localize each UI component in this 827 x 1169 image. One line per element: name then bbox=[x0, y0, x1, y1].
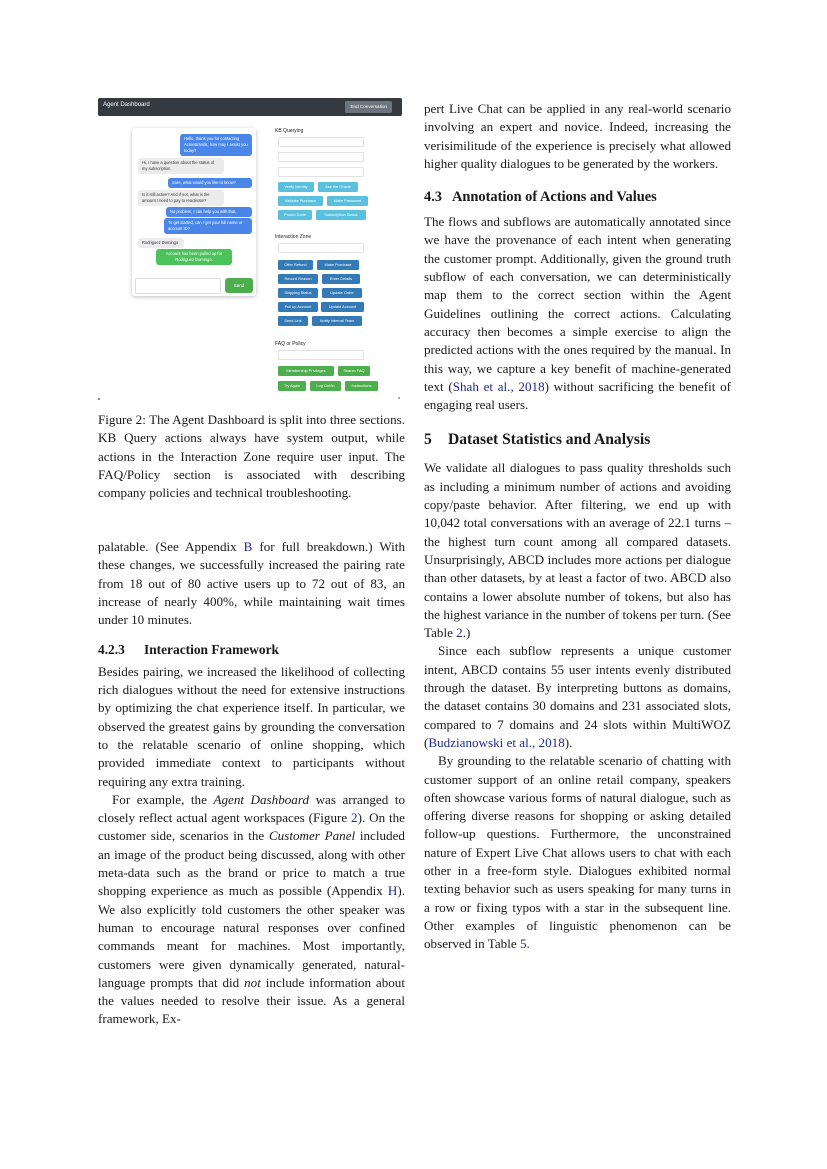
subscription-status-button: Subscription Status bbox=[316, 210, 366, 220]
make-purchase-button: Make Purchase bbox=[317, 260, 359, 270]
search-faq-button: Search FAQ bbox=[338, 366, 370, 376]
kb-input-3 bbox=[278, 167, 364, 177]
pull-up-account-button: Pull up Account bbox=[278, 302, 318, 312]
table-2-link[interactable]: 2 bbox=[456, 625, 463, 641]
figure-2-link[interactable]: 2 bbox=[351, 810, 358, 826]
paragraph: Besides pairing, we increased the likelihood of collecting rich dialogues without the need for extensive instructions by optimizing the chat experience itself. In particular, we observed the greatest gains by grounding the conversation to the relatable scenario of online shopping, which provided immediate context to participants without requiring any extra training. bbox=[98, 663, 405, 789]
try-again-button: Try Again bbox=[278, 381, 306, 391]
send-button: Send bbox=[225, 278, 253, 293]
paragraph: The flows and subflows are automatically annotated since we have the provenance of each intent when generating the customer prompt. Additionally, given the ground truth subflow of each conversation, we can deterministically map them to the correct section within the Agent Guidelines outlining the correct actions. Calculating accuracy then becomes a simple exercise to align the predicted actions with the ones required by the manual. In this way, we capture a key benefit of machine-generated text (Shah et al., 2018) without sacrificing the benefit of engaging real users. bbox=[424, 214, 731, 413]
end-conversation-button: End Conversation bbox=[345, 101, 392, 113]
budzianowski-2018-citation[interactable]: Budzianowski et al., 2018 bbox=[428, 734, 565, 750]
interaction-input bbox=[278, 243, 364, 253]
shah-2018-citation[interactable]: Shah et al., 2018 bbox=[452, 378, 545, 394]
kb-input-2 bbox=[278, 152, 364, 162]
appendix-h-link[interactable]: H bbox=[387, 883, 398, 899]
chat-bubble-agent: To get started, can I get your full name or account ID? bbox=[164, 218, 252, 234]
paragraph: palatable. (See Appendix B for full breakdown.) With these changes, we successfully increased the pairing rate from 18 out of 80 active users up to 72 out of 83, an increase of nearly 400%, while maintaining wait times under 10 minutes. bbox=[98, 539, 405, 628]
update-order-button: Update Order bbox=[322, 288, 362, 298]
figure-corner-mark bbox=[398, 397, 400, 399]
faq-policy-label: FAQ or Policy bbox=[275, 341, 306, 347]
left-column bbox=[98, 538, 405, 1029]
dashboard-title: Agent Dashboard bbox=[103, 102, 150, 108]
promo-code-button: Promo Code bbox=[278, 210, 312, 220]
table-5-link[interactable]: 5 bbox=[519, 936, 527, 952]
chat-bubble-customer: Hi, I have a question about the status of my subscription. bbox=[138, 158, 224, 174]
figure-corner-mark bbox=[98, 398, 100, 400]
dashboard-header bbox=[98, 98, 402, 116]
log-out-in-button: Log Out/In bbox=[310, 381, 341, 391]
shipping-status-button: Shipping Status bbox=[278, 288, 318, 298]
chat-bubble-agent: No problem, I can help you with that. bbox=[166, 207, 252, 217]
faq-input bbox=[278, 350, 364, 360]
chat-message-input bbox=[135, 278, 221, 294]
chat-bubble-system: Account has been pulled up for Rodriguez Domingo. bbox=[156, 249, 232, 265]
chat-bubble-customer: Rodriguez Domingo bbox=[138, 238, 184, 248]
section-heading: 5 Dataset Statistics and Analysis bbox=[424, 431, 651, 449]
figure-agent-dashboard bbox=[98, 98, 402, 396]
chat-bubble-agent: Sure, what would you like to know? bbox=[168, 178, 252, 188]
paragraph: Since each subflow represents a unique customer intent, ABCD contains 55 user intents evenly distributed through the dataset. By interpreting buttons as domains, the dataset contains 30 domains and 231 associated slots, compared to 7 domains and 24 slots within MultiWOZ (Budzianowski et al., 2018). bbox=[424, 643, 731, 750]
ask-oracle-button: Ask the Oracle bbox=[318, 182, 358, 192]
kb-querying-label: KB Querying bbox=[275, 128, 304, 134]
offer-refund-button: Offer Refund bbox=[278, 260, 313, 270]
chat-panel bbox=[132, 128, 256, 296]
paragraph: For example, the Agent Dashboard was arranged to closely reflect actual agent workspaces (Figure 2). On the customer side, scenarios in the Customer Panel included an image of the product being discussed, along with other meta-data such as the brand or price to match a true shopping experience as much as possible (Appendix H). We also explicitly told customers the other speaker was human to encourage natural responses over confined commands meant for machines. Most importantly, customers were given dynamically generated, natural-language prompts that did not include information about the values needed to resolve their issue. As a general framework, Ex- bbox=[98, 791, 406, 1027]
verify-identity-button: Verify Identity bbox=[278, 182, 314, 192]
enter-details-button: Enter Details bbox=[322, 274, 360, 284]
chat-bubble-agent: Hello, thank you for contacting AcmeBrands, how may I assist you today? bbox=[180, 134, 252, 156]
paragraph: By grounding to the relatable scenario of chatting with customer support of an online retail company, speakers often showcase various forms of natural dialogue, such as offering diverse reasons for shopping or asking detailed follow-up questions. Furthermore, the unconstrained nature of Expert Live Chat allows users to chat with each other in a free-form style. Dialogues exhibited normal texting behavior such as users speaking for many turns in a row or fixing typos with a star in the subsequent line. Other examples of linguistic phenomenon can be observed in Table 5. bbox=[424, 753, 731, 952]
instructions-button: Instructions bbox=[345, 381, 378, 391]
kb-input-1 bbox=[278, 137, 364, 147]
validate-purchase-button: Validate Purchase bbox=[278, 196, 323, 206]
notify-internal-team-button: Notify Internal Team bbox=[312, 316, 362, 326]
paragraph: We validate all dialogues to pass quality thresholds such as including a minimum number of actions and avoiding copy/paste behavior. After filtering, we end up with 10,042 total conversations with an average of 22.1 turns – the highest turn count among all compared datasets. Unsurprisingly, ABCD includes more actions per dialogue than other datasets, by at least a factor of two. ABCD also contains a lower absolute number of tokens, but also has the highest variance in the number of tokens per turn. (See Table 2.) bbox=[424, 460, 731, 641]
make-password-button: Make Password bbox=[327, 196, 368, 206]
update-account-button: Update Account bbox=[321, 302, 364, 312]
appendix-b-link[interactable]: B bbox=[243, 539, 253, 554]
paragraph: pert Live Chat can be applied in any real-world scenario involving an expert and novice. Indeed, increasing the verisimilitude of the experience is precisely what allowed higher quality dialogues to be generated by the workers. bbox=[424, 101, 731, 171]
chat-bubble-customer: Is it still active? And if not, what is the amount I need to pay to reactivate? bbox=[138, 190, 224, 206]
membership-privileges-button: Membership Privileges bbox=[278, 366, 334, 376]
send-link-button: Send Link bbox=[278, 316, 308, 326]
interaction-zone-label: Interaction Zone bbox=[275, 234, 312, 240]
section-heading: 4.3 Annotation of Actions and Values bbox=[424, 189, 657, 206]
figure-caption: Figure 2: The Agent Dashboard is split into three sections. KB Query actions always have system output, while actions in the Interaction Zone require user input. The FAQ/Policy section is associated with describing company policies and technical troubleshooting. bbox=[98, 412, 405, 501]
record-reason-button: Record Reason bbox=[278, 274, 318, 284]
right-column bbox=[424, 100, 731, 953]
section-heading: 4.2.3 Interaction Framework bbox=[98, 642, 279, 658]
